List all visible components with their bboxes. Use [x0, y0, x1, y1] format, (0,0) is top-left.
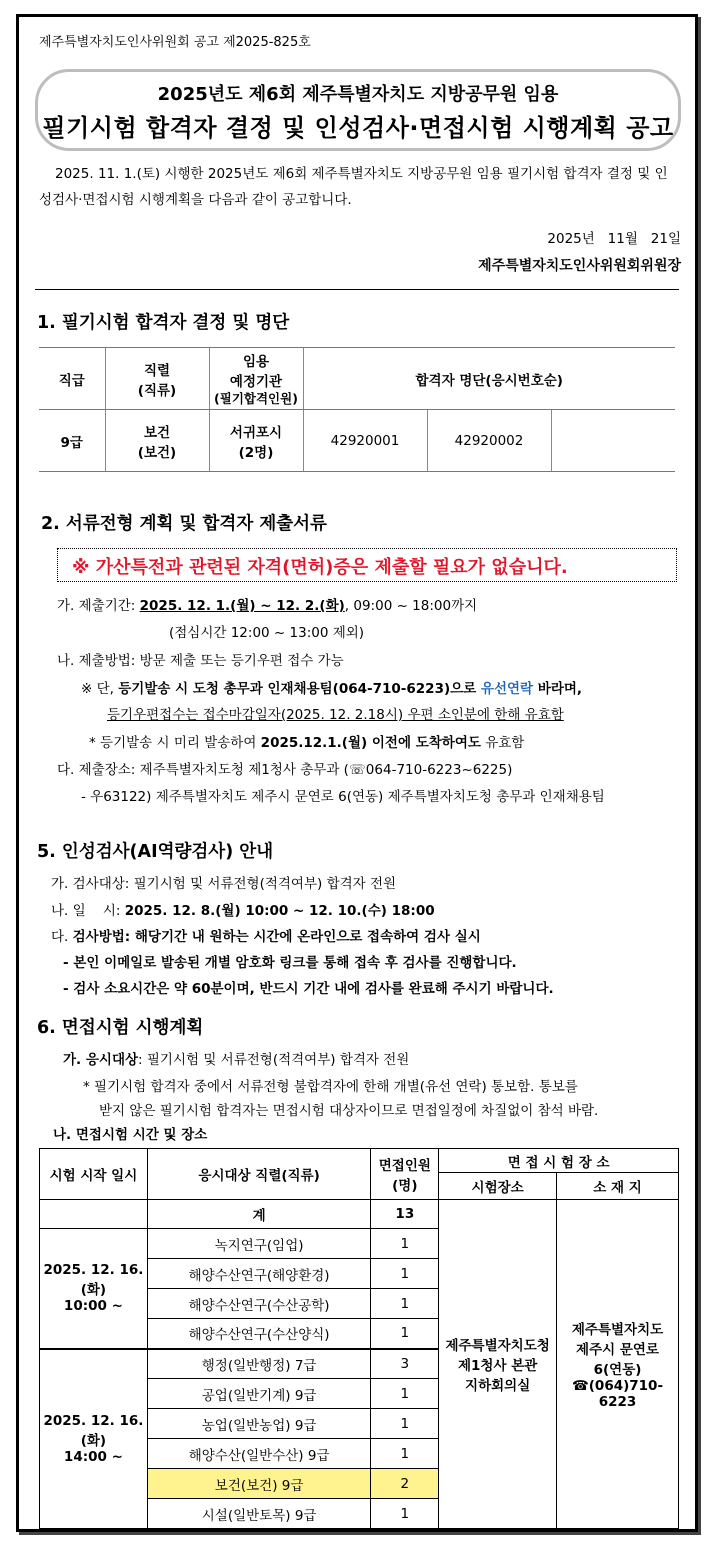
- row-count: 3: [371, 1349, 439, 1379]
- header-count: 면접인원 (명): [371, 1149, 439, 1200]
- row-series: 해양수산연구(수산공학): [147, 1289, 371, 1319]
- title-line1: 2025년도 제6회 제주특별자치도 지방공무원 임용: [157, 84, 559, 105]
- passer-id: [551, 410, 675, 472]
- row-series: 녹지연구(임업): [147, 1229, 371, 1259]
- row-count: 1: [371, 1439, 439, 1469]
- row-series: 보건(보건) 9급: [147, 1469, 371, 1499]
- row-count: 1: [371, 1499, 439, 1529]
- row-count: 1: [371, 1259, 439, 1289]
- row-count: 1: [371, 1409, 439, 1439]
- header-series: 직렬 (직류): [105, 348, 209, 410]
- section2-title: 2. 서류전형 계획 및 합격자 제출서류: [41, 514, 327, 534]
- notice-frame: [16, 14, 698, 1532]
- test-bullet: - 검사 소요시간은 약 60분이며, 반드시 기간 내에 검사를 완료해 주시기 바랍니다.: [63, 981, 554, 997]
- interview-note: 받지 않은 필기시험 합격자는 면접시험 대상자이므로 면접일정에 차질없이 참석 바람.: [99, 1103, 599, 1119]
- interview-subtitle: 나. 면접시험 시간 및 장소: [53, 1127, 208, 1143]
- interview-table-header: [40, 1149, 679, 1173]
- passer-id: 42920002: [427, 410, 551, 472]
- divider: [35, 289, 679, 290]
- row-agency: 서귀포시 (2명): [209, 410, 303, 472]
- row-grade: 9급: [39, 410, 105, 472]
- submission-period: 가. 제출기간: 2025. 12. 1.(월) ~ 12. 2.(화), 09:00 ~ 18:00까지: [57, 598, 478, 614]
- row-series: 농업(일반농업) 9급: [147, 1409, 371, 1439]
- passer-id: 42920001: [303, 410, 427, 472]
- postmark-note: 등기우편접수는 접수마감일자(2025. 12. 2.18시) 우편 소인분에 한해 유효함: [107, 707, 564, 723]
- interview-table: [39, 1148, 679, 1529]
- row-series: 시설(일반토목) 9급: [147, 1499, 371, 1529]
- header-list: 합격자 명단(응시번호순): [303, 348, 675, 410]
- total-label: 계: [147, 1200, 371, 1229]
- test-date: 나. 일 시: 2025. 12. 8.(월) 10:00 ~ 12. 10.(수) 18:00: [51, 903, 435, 919]
- row-count: 1: [371, 1289, 439, 1319]
- header-grade: 직급: [39, 348, 105, 410]
- section1-title: 1. 필기시험 합격자 결정 및 명단: [37, 313, 290, 333]
- submission-address: - 우63122) 제주특별자치도 제주시 문연로 6(연동) 제주특별자치도청 총무과 인재채용팀: [81, 789, 605, 805]
- row-series: 행정(일반행정) 7급: [147, 1349, 371, 1379]
- row-count: 1: [371, 1319, 439, 1349]
- section6-title: 6. 면접시험 시행계획: [37, 1018, 204, 1038]
- row-series: 공업(일반기계) 9급: [147, 1379, 371, 1409]
- interview-target: 가. 응시대상: 필기시험 및 서류전형(적격여부) 합격자 전원: [63, 1052, 410, 1068]
- warning-box: [57, 548, 677, 582]
- warning-text: ※ 가산특전과 관련된 자격(면허)증은 제출할 필요가 없습니다.: [72, 557, 568, 578]
- passers-table-header: [39, 348, 675, 410]
- header-series: 응시대상 직렬(직류): [147, 1149, 371, 1200]
- header-venue: 면 접 시 험 장 소: [439, 1149, 679, 1173]
- row-count: 1: [371, 1379, 439, 1409]
- total-value: 13: [371, 1200, 439, 1229]
- registered-mail-note: ※ 단, 등기발송 시 도청 총무과 인재채용팀(064-710-6223)으로 유선연락 바라며,: [81, 681, 583, 697]
- table-row: [39, 410, 675, 472]
- submission-place: 다. 제출장소: 제주특별자치도청 제1청사 총무과 (☏064-710-6223~6225): [57, 762, 513, 778]
- row-series: 보건 (보건): [105, 410, 209, 472]
- row-count: 1: [371, 1229, 439, 1259]
- title-line2: 필기시험 합격자 결정 및 인성검사·면접시험 시행계획 공고: [42, 114, 674, 142]
- intro-paragraph: 2025. 11. 1.(토) 시행한 2025년도 제6회 제주특별자치도 지방공무원 임용 필기시험 합격자 결정 및 인성검사·면접시험 시행계획을 다음과 같이 공고합니다.: [39, 166, 668, 208]
- passers-table: [39, 347, 675, 472]
- lunch-note: (점심시간 12:00 ~ 13:00 제외): [169, 625, 365, 641]
- header-start: 시험 시작 일시: [40, 1149, 148, 1200]
- issuer: 제주특별자치도인사위원회위원장: [478, 258, 681, 274]
- session1-time: 2025. 12. 16.(화) 10:00 ~: [40, 1229, 148, 1349]
- row-series: 해양수산연구(해양환경): [147, 1259, 371, 1289]
- section5-title: 5. 인성검사(AI역량검사) 안내: [37, 842, 274, 862]
- total-row: [40, 1200, 679, 1229]
- venue-address: 제주특별자치도 제주시 문연로 6(연동) ☎(064)710-6223: [557, 1200, 679, 1529]
- header-agency: 임용 예정기관 (필기합격인원): [209, 348, 303, 410]
- session2-time: 2025. 12. 16.(화) 14:00 ~: [40, 1349, 148, 1529]
- venue-place: 제주특별자치도청 제1청사 본관 지하회의실: [439, 1200, 557, 1529]
- notice-date: 2025년 11월 21일: [547, 231, 681, 247]
- test-bullet: - 본인 이메일로 발송된 개별 암호화 링크를 통해 접속 후 검사를 진행합니다.: [63, 955, 517, 971]
- test-target: 가. 검사대상: 필기시험 및 서류전형(적격여부) 합격자 전원: [51, 876, 397, 892]
- header-place: 시험장소: [439, 1173, 557, 1200]
- submission-method: 나. 제출방법: 방문 제출 또는 등기우편 접수 가능: [57, 653, 344, 669]
- header-addr: 소 재 지: [557, 1173, 679, 1200]
- title-banner: [35, 69, 681, 151]
- interview-note: * 필기시험 합격자 중에서 서류전형 불합격자에 한해 개별(유선 연락) 통보함. 통보를: [83, 1079, 578, 1095]
- row-series: 해양수산연구(수산양식): [147, 1319, 371, 1349]
- test-method: 다. 검사방법: 해당기간 내 원하는 시간에 온라인으로 접속하여 검사 실시: [51, 929, 481, 945]
- row-count: 2: [371, 1469, 439, 1499]
- row-series: 해양수산(일반수산) 9급: [147, 1439, 371, 1469]
- early-arrival-note: * 등기발송 시 미리 발송하여 2025.12.1.(월) 이전에 도착하여도 유효함: [89, 735, 525, 751]
- notice-number: 제주특별자치도인사위원회 공고 제2025-825호: [39, 35, 311, 50]
